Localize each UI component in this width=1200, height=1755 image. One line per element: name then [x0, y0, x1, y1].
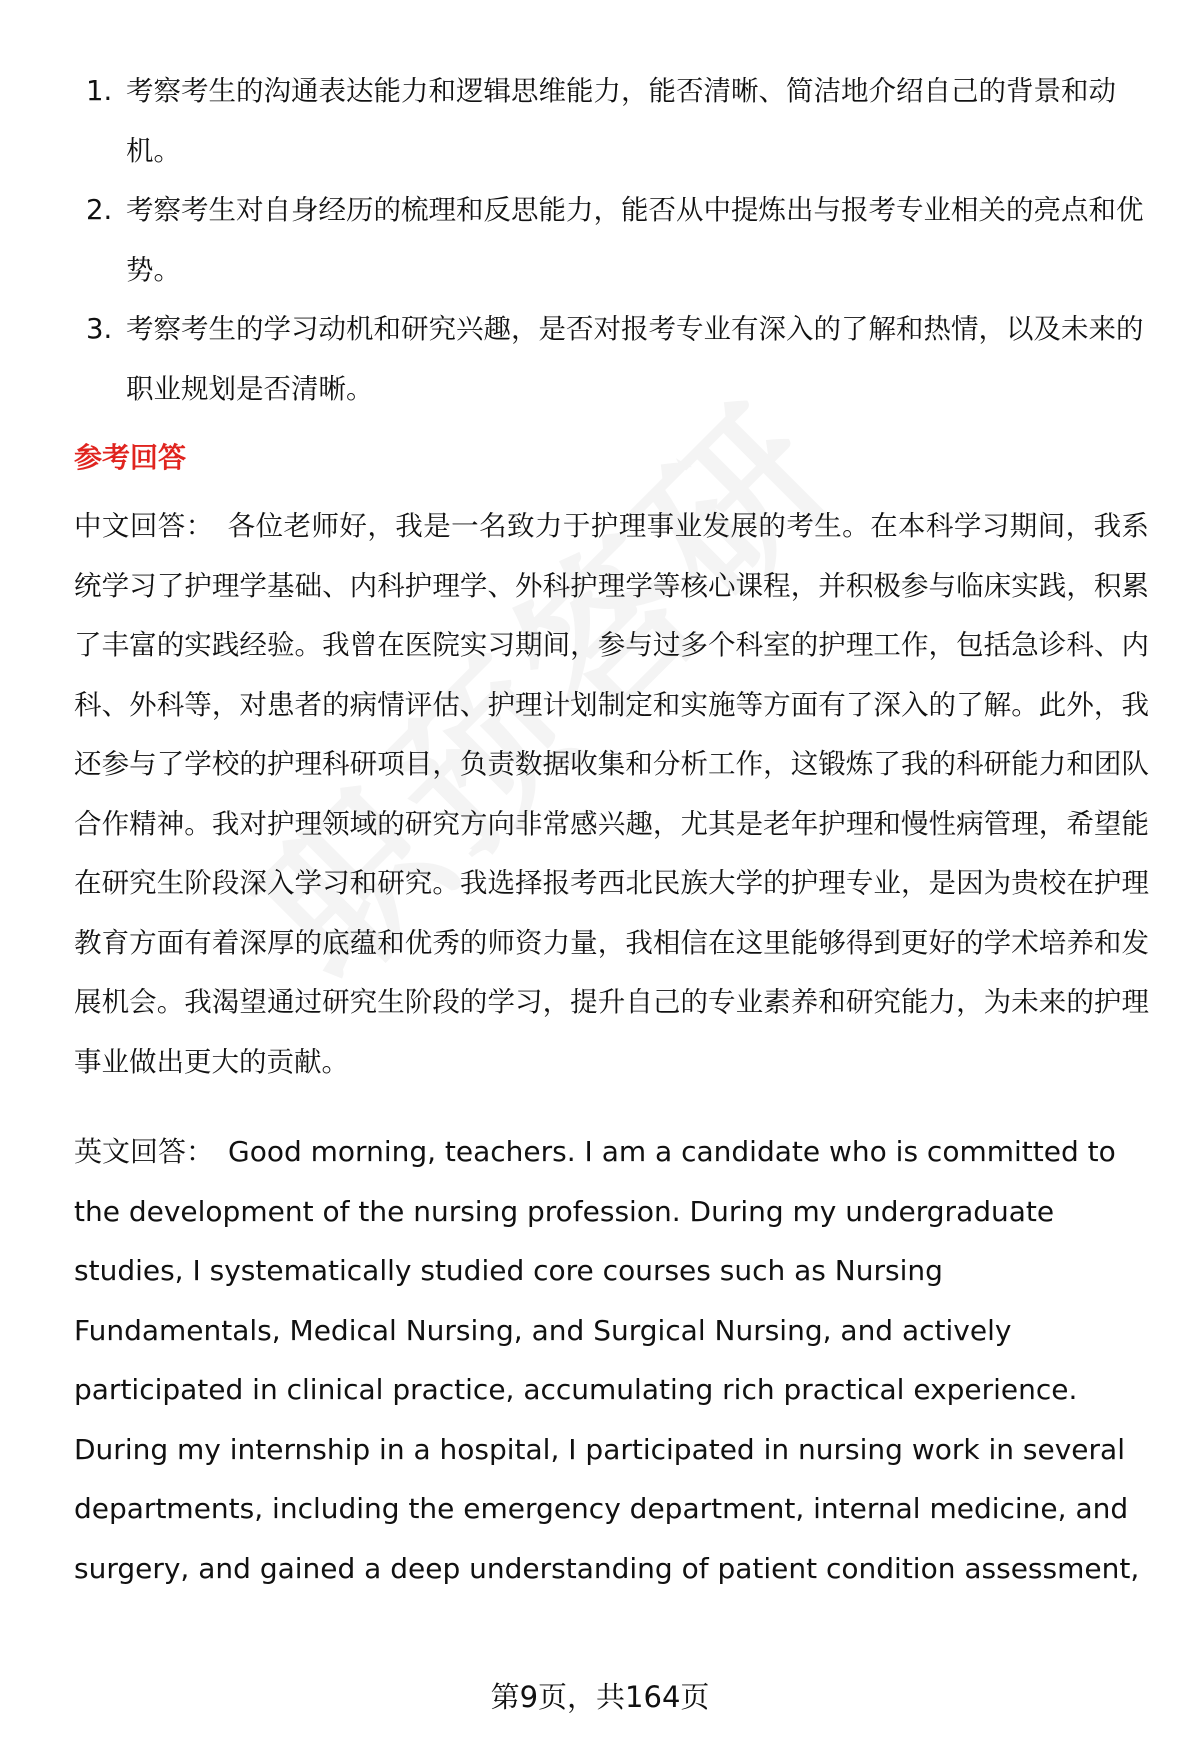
list-item-text: 考察考生对自身经历的梳理和反思能力，能否从中提炼出与报考专业相关的亮点和优势。: [126, 194, 1144, 286]
list-item: [74, 300, 1149, 419]
assessment-points-list: [74, 62, 1149, 419]
list-item-text: 考察考生的学习动机和研究兴趣，是否对报考专业有深入的了解和热情，以及未来的职业规划是否清晰。: [126, 313, 1144, 405]
list-item-number: 2.: [86, 194, 113, 226]
chinese-answer-text: 各位老师好，我是一名致力于护理事业发展的考生。在本科学习期间，我系统学习了护理学基础、内科护理学、外科护理学等核心课程，并积极参与临床实践，积累了丰富的实践经验。我曾在医院实习期间，参与过多个科室的护理工作，包括急诊科、内科、外科等，对患者的病情评估、护理计划制定和实施等方面有了深入的了解。此外，我还参与了学校的护理科研项目，负责数据收集和分析工作，这锻炼了我的科研能力和团队合作精神。我对护理领域的研究方向非常感兴趣，尤其是老年护理和慢性病管理，希望能在研究生阶段深入学习和研究。我选择报考西北民族大学的护理专业，是因为贵校在护理教育方面有着深厚的底蕴和优秀的师资力量，我相信在这里能够得到更好的学术培养和发展机会。我渴望通过研究生阶段的学习，提升自己的专业素养和研究能力，为未来的护理事业做出更大的贡献。: [74, 510, 1150, 1078]
english-answer-paragraph: [74, 1122, 1149, 1598]
chinese-answer-paragraph: [74, 497, 1149, 1092]
english-answer-text: Good morning, teachers. I am a candidate who is committed to the development of the nursing profession. During my undergraduate studies, I systematically studied core courses such as Nursing Fundamentals, Medical Nursing, and Surgical Nursing, and actively participated in clinical practice, accumulating rich practical experience. During my internship in a hospital, I participated in nursing work in several departments, including the emergency department, internal medicine, and surgery, and gained a deep understanding of patient condition assessment,: [74, 1135, 1140, 1585]
page-content: [74, 62, 1149, 1598]
chinese-answer-label: 中文回答：: [74, 510, 214, 542]
list-item: [74, 62, 1149, 181]
list-item-number: 3.: [86, 313, 113, 345]
page-number-footer: 第9页，共164页: [490, 1680, 710, 1714]
list-item: [74, 181, 1149, 300]
list-item-number: 1.: [86, 75, 113, 107]
section-title: 参考回答: [74, 441, 187, 474]
english-answer-label: 英文回答：: [74, 1135, 215, 1168]
list-item-text: 考察考生的沟通表达能力和逻辑思维能力，能否清晰、简洁地介绍自己的背景和动机。: [126, 75, 1116, 167]
